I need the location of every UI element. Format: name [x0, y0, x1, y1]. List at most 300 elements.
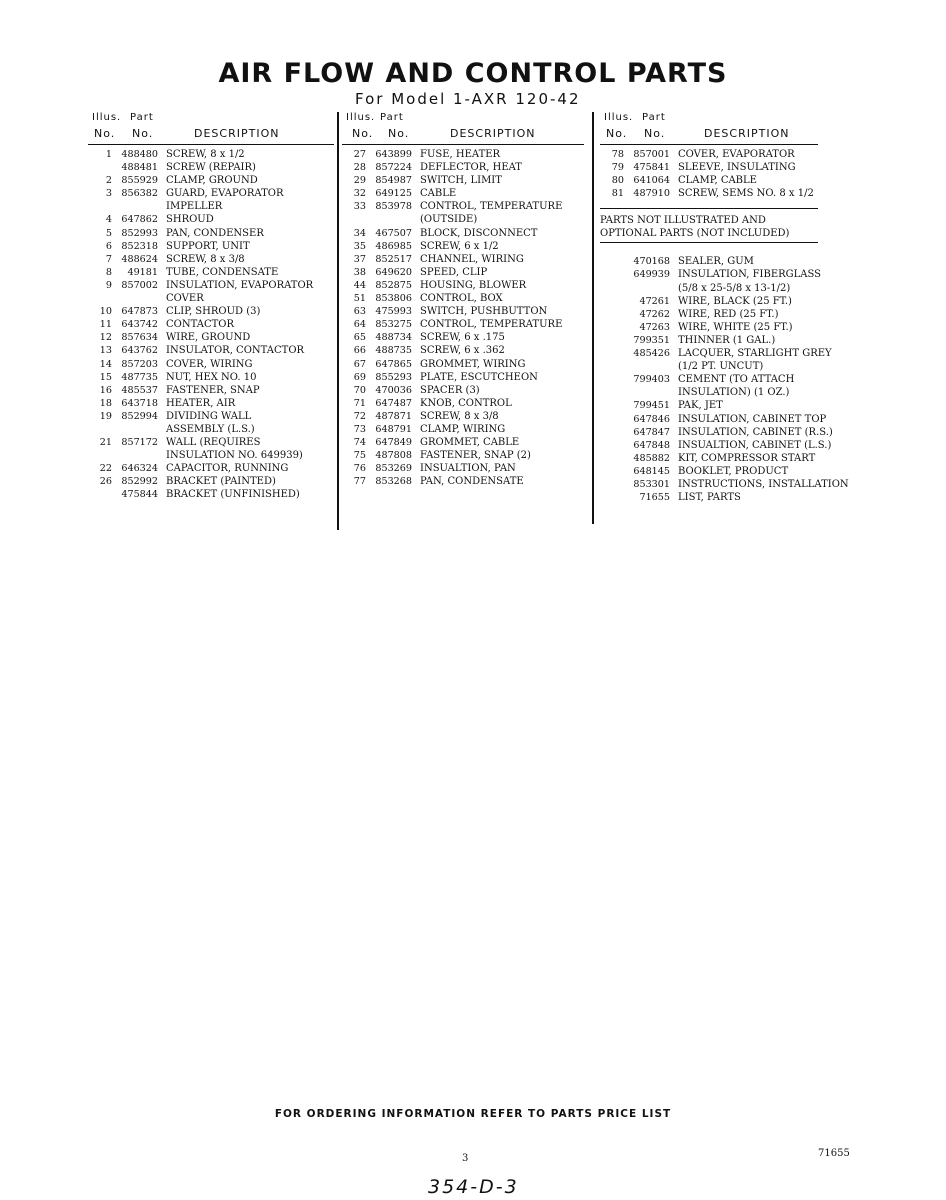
illus-number: 11 — [99, 319, 112, 331]
part-row — [88, 410, 334, 423]
illus-number: 75 — [353, 450, 366, 462]
part-description: WIRE, BLACK (25 FT.) — [678, 295, 792, 307]
part-row — [88, 488, 334, 501]
illus-number: 1 — [105, 149, 112, 160]
header-illus: Illus. — [92, 112, 122, 123]
illus-number — [88, 423, 112, 436]
part-number: 643718 — [121, 397, 158, 409]
part-description: CONTROL, TEMPERATURE — [420, 201, 563, 213]
header-part: Part — [380, 112, 404, 123]
illus-number — [600, 386, 624, 399]
page-title: AIR FLOW AND CONTROL PARTS — [218, 58, 728, 89]
illus-number: 44 — [353, 279, 366, 291]
part-number: 853301 — [633, 478, 670, 490]
part-row — [600, 308, 856, 321]
column-header — [600, 112, 856, 144]
part-number: 647846 — [633, 413, 670, 425]
ordering-info-footer: FOR ORDERING INFORMATION REFER TO PARTS PRICE LIST — [274, 1108, 672, 1120]
part-number: 853978 — [375, 201, 412, 213]
part-description: CLIP, SHROUD (3) — [166, 306, 261, 318]
part-row — [600, 478, 856, 491]
illus-number: 4 — [105, 214, 112, 226]
part-row — [600, 174, 856, 187]
illus-number: 63 — [353, 306, 366, 318]
part-number: 71655 — [639, 492, 670, 504]
illus-number: 22 — [99, 463, 112, 475]
section-rule — [600, 242, 818, 243]
illus-number — [600, 373, 624, 386]
illus-number — [342, 213, 366, 226]
part-number: 799351 — [633, 334, 670, 346]
part-row — [600, 268, 856, 281]
part-number: 487871 — [375, 410, 412, 422]
part-number: 854987 — [375, 175, 412, 187]
header-no-illus: No. — [94, 127, 116, 140]
part-number: 49181 — [127, 266, 158, 278]
part-row — [88, 371, 334, 384]
part-description: TUBE, CONDENSATE — [166, 266, 279, 278]
part-description: HEATER, AIR — [166, 397, 236, 409]
part-row — [342, 318, 584, 331]
illus-number: 27 — [353, 149, 366, 160]
part-row — [600, 187, 856, 200]
part-number: 649939 — [633, 269, 670, 281]
part-number: 852318 — [121, 240, 158, 252]
part-number: 487910 — [633, 188, 670, 200]
part-row — [342, 384, 584, 397]
part-row — [342, 371, 584, 384]
header-part: Part — [642, 112, 666, 123]
part-number: 852992 — [121, 476, 158, 488]
part-row — [88, 240, 334, 253]
illus-number: 10 — [99, 306, 112, 318]
illus-number: 26 — [99, 476, 112, 488]
part-number: 853269 — [375, 463, 412, 475]
header-no-illus: No. — [352, 127, 374, 140]
part-description: COVER, EVAPORATOR — [678, 149, 795, 160]
part-number: 852994 — [121, 410, 158, 422]
parts-list — [342, 148, 584, 488]
section-rule — [600, 208, 818, 209]
part-description: SPACER (3) — [420, 384, 480, 396]
illus-number: 73 — [353, 423, 366, 435]
part-number: 857634 — [121, 332, 158, 344]
part-description: SCREW, 6 x .175 — [420, 332, 505, 344]
part-number: 487735 — [121, 371, 158, 383]
illus-number — [600, 413, 624, 426]
part-number: 485426 — [633, 348, 670, 360]
part-number: 855929 — [121, 175, 158, 187]
illus-number — [600, 282, 624, 295]
illus-number: 77 — [353, 476, 366, 488]
illus-number: 28 — [353, 162, 366, 174]
illus-number: 71 — [353, 397, 366, 409]
illus-number: 29 — [353, 175, 366, 187]
part-number: 475844 — [121, 489, 158, 501]
part-description: GUARD, EVAPORATOR — [166, 188, 284, 200]
illus-number — [88, 161, 112, 174]
part-row — [342, 344, 584, 357]
part-number: 488735 — [375, 345, 412, 357]
part-description: CLAMP, CABLE — [678, 175, 757, 187]
part-description: GROMMET, WIRING — [420, 358, 526, 370]
part-number: 643899 — [375, 149, 412, 160]
part-number: 641064 — [633, 175, 670, 187]
part-row — [342, 305, 584, 318]
part-number: 648145 — [633, 465, 670, 477]
parts-column-2 — [342, 112, 584, 488]
illus-number: 32 — [353, 188, 366, 200]
header-description: DESCRIPTION — [704, 127, 790, 140]
part-number: 475993 — [375, 306, 412, 318]
header-illus: Illus. — [604, 112, 634, 123]
part-row — [600, 465, 856, 478]
illus-number: 2 — [105, 175, 112, 187]
part-number: 647849 — [375, 437, 412, 449]
part-row — [342, 449, 584, 462]
part-number: 857001 — [633, 149, 670, 160]
part-number: 47261 — [639, 295, 670, 307]
part-description: INSULATOR, CONTACTOR — [166, 345, 305, 357]
part-number: 852517 — [375, 253, 412, 265]
illus-number — [88, 292, 112, 305]
part-description: SUPPORT, UNIT — [166, 240, 250, 252]
part-row — [342, 253, 584, 266]
part-row — [88, 187, 334, 200]
illus-number: 8 — [105, 266, 112, 278]
part-number — [112, 200, 162, 213]
part-row — [342, 475, 584, 488]
illus-number — [600, 334, 624, 347]
part-number: 485882 — [633, 452, 670, 464]
illus-number — [600, 347, 624, 360]
part-description: SCREW, 8 x 3/8 — [166, 253, 245, 265]
page-subtitle: For Model 1-AXR 120-42 — [355, 90, 581, 108]
header-no-part: No. — [132, 127, 154, 140]
illus-number: 37 — [353, 253, 366, 265]
handwritten-note: 354-D-3 — [428, 1176, 519, 1198]
part-number: 647873 — [121, 306, 158, 318]
part-number: 857203 — [121, 358, 158, 370]
part-description: BRACKET (PAINTED) — [166, 476, 276, 488]
page-number: 3 — [462, 1153, 469, 1164]
illus-number: 15 — [99, 371, 112, 383]
illus-number — [600, 426, 624, 439]
illus-number — [600, 295, 624, 308]
illus-number: 7 — [105, 253, 112, 265]
part-number: 487808 — [375, 450, 412, 462]
part-row — [600, 413, 856, 426]
part-number: 646324 — [121, 463, 158, 475]
part-row — [88, 227, 334, 240]
illus-number: 78 — [611, 149, 624, 160]
part-number — [112, 292, 162, 305]
part-number: 799451 — [633, 400, 670, 412]
part-number: 467507 — [375, 227, 412, 239]
illus-number: 51 — [353, 293, 366, 305]
part-number: 470036 — [375, 384, 412, 396]
part-description: (OUTSIDE) — [420, 214, 478, 226]
part-row — [88, 475, 334, 488]
part-row — [342, 292, 584, 305]
illus-number — [600, 360, 624, 373]
part-row — [342, 200, 584, 213]
part-description: SHROUD — [166, 214, 214, 226]
illus-number — [88, 488, 112, 501]
illus-number: 21 — [99, 437, 112, 449]
part-description: SCREW, 6 x .362 — [420, 345, 505, 357]
part-description: BOOKLET, PRODUCT — [678, 465, 789, 477]
part-row — [342, 227, 584, 240]
part-description: FASTENER, SNAP (2) — [420, 450, 531, 462]
part-number: 853275 — [375, 319, 412, 331]
illus-number — [600, 478, 624, 491]
column-header — [88, 112, 334, 144]
part-row — [88, 397, 334, 410]
part-number — [112, 423, 162, 436]
illus-number: 67 — [353, 358, 366, 370]
part-row — [88, 423, 334, 436]
part-description: CONTACTOR — [166, 319, 234, 331]
part-description: (5/8 x 25-5/8 x 13-1/2) — [678, 282, 791, 294]
part-description: SPEED, CLIP — [420, 266, 488, 278]
part-row — [342, 266, 584, 279]
parts-column-3 — [600, 112, 856, 504]
header-no-part: No. — [388, 127, 410, 140]
part-description: PAN, CONDENSATE — [420, 476, 524, 488]
part-description: CABLE — [420, 188, 457, 200]
illus-number — [600, 452, 624, 465]
part-row — [88, 358, 334, 371]
illus-number: 18 — [99, 397, 112, 409]
part-row — [600, 360, 856, 373]
part-number: 852875 — [375, 279, 412, 291]
part-row — [88, 253, 334, 266]
illus-number: 3 — [105, 188, 112, 200]
part-description: GROMMET, CABLE — [420, 437, 520, 449]
part-description: SCREW, 6 x 1/2 — [420, 240, 499, 252]
part-row — [88, 292, 334, 305]
illus-number — [88, 200, 112, 213]
illus-number: 81 — [611, 188, 624, 200]
part-row — [600, 426, 856, 439]
part-description: SWITCH, PUSHBUTTON — [420, 306, 548, 318]
header-description: DESCRIPTION — [194, 127, 280, 140]
part-row — [600, 347, 856, 360]
illus-number: 66 — [353, 345, 366, 357]
part-description: THINNER (1 GAL.) — [678, 334, 776, 346]
header-description: DESCRIPTION — [450, 127, 536, 140]
illus-number: 14 — [99, 358, 112, 370]
illus-number: 34 — [353, 227, 366, 239]
illus-number — [88, 449, 112, 462]
part-number: 647862 — [121, 214, 158, 226]
part-description: BLOCK, DISCONNECT — [420, 227, 538, 239]
header-rule — [342, 144, 584, 145]
part-description: SCREW, 8 x 1/2 — [166, 149, 245, 160]
parts-list — [88, 148, 334, 502]
part-row — [88, 344, 334, 357]
part-description: INSULATION, EVAPORATOR — [166, 279, 314, 291]
part-description: PAN, CONDENSER — [166, 227, 264, 239]
part-description: SCREW (REPAIR) — [166, 162, 256, 174]
column-divider — [337, 112, 339, 530]
part-row — [342, 358, 584, 371]
part-number: 47262 — [639, 308, 670, 320]
illus-number — [600, 268, 624, 281]
illus-number: 80 — [611, 175, 624, 187]
part-description: COVER, WIRING — [166, 358, 253, 370]
part-number: 799403 — [633, 374, 670, 386]
part-number: 647487 — [375, 397, 412, 409]
part-row — [600, 452, 856, 465]
illus-number: 74 — [353, 437, 366, 449]
part-number: 643742 — [121, 319, 158, 331]
illus-number: 5 — [105, 227, 112, 239]
part-number: 853806 — [375, 293, 412, 305]
part-description: IMPELLER — [166, 201, 223, 213]
part-description: PAK, JET — [678, 400, 723, 412]
part-number: 485537 — [121, 384, 158, 396]
part-row — [600, 148, 856, 161]
part-row — [342, 462, 584, 475]
part-number — [366, 213, 416, 226]
part-row — [342, 174, 584, 187]
part-description: FUSE, HEATER — [420, 149, 501, 160]
part-row — [88, 161, 334, 174]
illus-number: 38 — [353, 266, 366, 278]
part-description: CEMENT (TO ATTACH — [678, 374, 795, 386]
header-illus: Illus. — [346, 112, 376, 123]
illus-number: 65 — [353, 332, 366, 344]
part-description: CLAMP, GROUND — [166, 175, 258, 187]
part-row — [600, 373, 856, 386]
part-number: 647865 — [375, 358, 412, 370]
part-number: 857224 — [375, 162, 412, 174]
part-row — [600, 295, 856, 308]
part-row — [88, 213, 334, 226]
illus-number: 12 — [99, 332, 112, 344]
part-description: INSULATION) (1 OZ.) — [678, 387, 790, 399]
header-rule — [600, 144, 818, 145]
part-description: LIST, PARTS — [678, 492, 741, 504]
part-description: INSUALTION, CABINET (L.S.) — [678, 439, 832, 451]
optional-parts-note — [600, 212, 856, 242]
part-description: INSULATION NO. 649939) — [166, 450, 303, 462]
part-description: LACQUER, STARLIGHT GREY — [678, 348, 832, 360]
part-row — [600, 491, 856, 504]
part-row — [342, 240, 584, 253]
header-rule — [88, 144, 334, 145]
part-row — [342, 436, 584, 449]
part-number: 856382 — [121, 188, 158, 200]
illus-number — [600, 255, 624, 268]
part-number: 486985 — [375, 240, 412, 252]
part-description: SWITCH, LIMIT — [420, 175, 502, 187]
illus-number: 70 — [353, 384, 366, 396]
part-description: (1/2 PT. UNCUT) — [678, 361, 764, 373]
part-description: INSULATION, FIBERGLASS — [678, 269, 822, 281]
illus-number — [600, 399, 624, 412]
part-description: HOUSING, BLOWER — [420, 279, 527, 291]
part-number: 857002 — [121, 279, 158, 291]
part-number: 488734 — [375, 332, 412, 344]
illus-number: 76 — [353, 463, 366, 475]
part-row — [600, 255, 856, 268]
part-row — [342, 397, 584, 410]
part-number: 855293 — [375, 371, 412, 383]
part-description: WALL (REQUIRES — [166, 437, 261, 449]
illus-number — [600, 308, 624, 321]
illus-number: 64 — [353, 319, 366, 331]
part-description: NUT, HEX NO. 10 — [166, 371, 257, 383]
part-description: CONTROL, TEMPERATURE — [420, 319, 563, 331]
part-row — [88, 384, 334, 397]
part-description: WIRE, GROUND — [166, 332, 251, 344]
part-number: 475841 — [633, 162, 670, 174]
part-row — [88, 148, 334, 161]
part-description: CLAMP, WIRING — [420, 423, 506, 435]
part-description: BRACKET (UNFINISHED) — [166, 489, 300, 501]
part-description: SCREW, SEMS NO. 8 x 1/2 — [678, 188, 814, 200]
part-description: CHANNEL, WIRING — [420, 253, 524, 265]
part-row — [342, 279, 584, 292]
part-number: 648791 — [375, 423, 412, 435]
part-number — [624, 360, 674, 373]
optional-parts-list — [600, 255, 856, 504]
header-part: Part — [130, 112, 154, 123]
part-row — [88, 200, 334, 213]
part-description: SCREW, 8 x 3/8 — [420, 410, 499, 422]
part-number: 488624 — [121, 253, 158, 265]
part-row — [600, 282, 856, 295]
illus-number — [600, 321, 624, 334]
part-row — [88, 449, 334, 462]
illus-number: 13 — [99, 345, 112, 357]
part-description: INSUALTION, PAN — [420, 463, 516, 475]
header-no-illus: No. — [606, 127, 628, 140]
part-number — [624, 282, 674, 295]
part-number: 488480 — [121, 149, 158, 160]
part-number: 649125 — [375, 188, 412, 200]
part-description: CAPACITOR, RUNNING — [166, 463, 289, 475]
illus-number: 79 — [611, 162, 624, 174]
part-row — [600, 439, 856, 452]
part-number: 647847 — [633, 426, 670, 438]
header-no-part: No. — [644, 127, 666, 140]
part-description: FASTENER, SNAP — [166, 384, 260, 396]
part-number — [624, 386, 674, 399]
part-description: WIRE, WHITE (25 FT.) — [678, 321, 793, 333]
note-line: PARTS NOT ILLUSTRATED AND — [600, 215, 766, 227]
part-number: 47263 — [639, 321, 670, 333]
part-row — [342, 410, 584, 423]
part-row — [88, 436, 334, 449]
column-header — [342, 112, 584, 144]
part-row — [88, 318, 334, 331]
illus-number: 72 — [353, 410, 366, 422]
part-description: DIVIDING WALL — [166, 410, 252, 422]
part-number: 647848 — [633, 439, 670, 451]
part-row — [88, 279, 334, 292]
part-description: KNOB, CONTROL — [420, 397, 512, 409]
part-description: SLEEVE, INSULATING — [678, 162, 796, 174]
illus-number: 35 — [353, 240, 366, 252]
illus-number: 9 — [105, 279, 112, 291]
part-row — [88, 462, 334, 475]
part-row — [600, 321, 856, 334]
illus-number — [600, 439, 624, 452]
